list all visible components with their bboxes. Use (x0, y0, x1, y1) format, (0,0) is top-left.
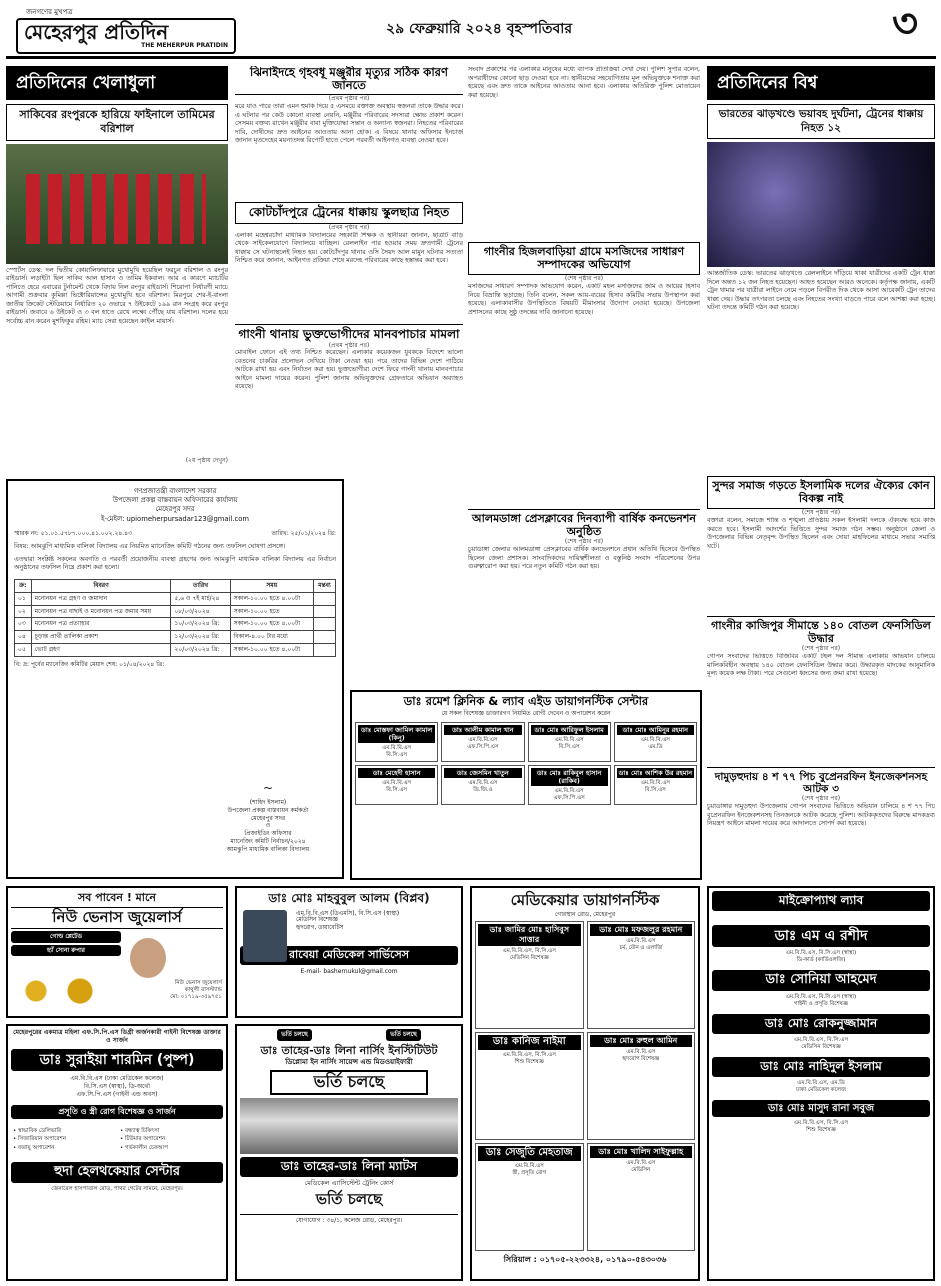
jewellery-image (14, 976, 124, 1006)
column-2 (235, 66, 463, 476)
nurse-admission: ভর্তি চলছে (270, 1070, 428, 1095)
col-note: মন্তব্য (313, 579, 335, 592)
issue-date: ২৯ ফেব্রুয়ারি ২০২৪ বৃহস্পতিবার (386, 21, 573, 37)
doctor-name: ডাঃ আলীম কামাল খান (444, 725, 521, 735)
jewel-name: নিউ ভেনাস জুয়েলার্স (11, 907, 223, 929)
world-headline: ভারতের ঝাড়খণ্ডে ভয়াবহ দুর্ঘটনা, ট্রেনের ধাক্কায় নিহত ১২ (707, 104, 935, 139)
jewel-addr: কাথুলী বাসস্ট্যান্ড (184, 987, 222, 994)
students-photo (240, 1098, 458, 1154)
sports-cont: (২য় পৃষ্ঠায় দেখুন) (185, 456, 228, 464)
cell: ০২ (15, 605, 32, 618)
col-sl: ক্র: (15, 579, 32, 592)
care-title: মেডিকেয়ার ডায়াগনস্টিক (510, 891, 660, 909)
cell: মনোনয়ন পত্র প্রত্যাহার (31, 618, 171, 631)
column-3 (468, 66, 700, 686)
schedule-table (14, 579, 336, 657)
doc2-name: ডাঃ সুরাইয়া শারমিন (পুষ্প) (11, 1049, 223, 1071)
government-notice (6, 479, 344, 879)
cell: সকাল-১০.০০ হতে ৪.০০টা (230, 592, 313, 605)
doc1-center: রাবেয়া মেডিকেল সার্ভিসেস (240, 946, 458, 964)
story-headline-2: কোটচাঁদপুরে ট্রেনের ধাক্কায় স্কুলছাত্র নিহত (235, 202, 463, 224)
sign-desig: উপজেলা প্রকল্প বাস্তবায়ন কর্মকর্তা (227, 806, 309, 814)
doctor-photo (243, 910, 287, 962)
schedule-header (15, 579, 336, 592)
story-body-8: চুয়াডাঙ্গার দামুড়হুদা উপজেলায় গোপন সংবাদের ভিত্তিতে অভিযান চালিয়ে ৪ শ ৭৭ পিচ বুপ্রেনরফিন ইনজেকশনসহ তিনজনকে আটক করেছে পুলিশ। আটককৃতদের বিরুদ্ধে মাদকদ্রব্য নিয়ন্ত্রণ আইনে মামলা দায়ের করে আদালতে সোপর্দ করা হয়েছে। (707, 803, 935, 828)
clinic-doctor-1: ডাঃ মোস্তফা জামিল কামাল (কিনু) এম.বি.বি.এস বি.সি.এস (355, 722, 438, 762)
newspaper-logo (16, 18, 236, 54)
newspaper-title: মেহেরপুর প্রতিদিন (24, 20, 169, 44)
jewel-phone: মো: ০১৭১৯-৩৫৯৭৫১ (170, 994, 222, 1001)
lab-ad: মাইক্রোপ্যাথ ল্যাব ডাঃ এম এ রশীদ এম.বি.বি.এস, বি.সি.এস (স্বাস্থ্য) ডি-কার্ড (কার্ডিওলজি) ডাঃ সোনিয়া আহমেদ এম.বি.বি.এস, বি.সি.এস (স্বাস্থ্য) গাইনী ও প্রসূতি বিশেষজ্ঞ ডাঃ মোঃ রোকনুজ্জামান এম.বি.বি.এস, বি.সি.এস মেডিসিন বিশেষজ্ঞ ডাঃ মোঃ নাহিদুল ইসলাম এম.বি.বি.এস, এম.ডি ঢাকা মেডিকেল কলেজ ডাঃ মোঃ মাসুদ রানা সবুজ এম.বি.বি.এস, বি.সি.এস শিশু বিশেষজ্ঞ (707, 886, 935, 1281)
story-8-sub: (শেষ পৃষ্ঠার পর) (801, 795, 841, 803)
cell: ১০/০৩/২০২৪ খ্রি: (171, 618, 230, 631)
care-doctor-5: ডাঃ সেজুতি মেহতাজ এম.বি.বি.এস স্ত্রী, প্রসূতি রোগ (475, 1143, 584, 1251)
clinic-doctor-4: ডাঃ মোঃ আমিনুর রহমান এম.বি.বি.এস এম.ডি (614, 722, 697, 762)
world-body: আন্তর্জাতিক ডেস্ক: ভারতের ঝাড়খণ্ডে রেললাইনে দাঁড়িয়ে থাকা যাত্রীদের একটি ট্রেন ধাক্কা দিলে অন্তত ১২ জন নিহত হয়েছেন। আহত হয়েছেন আরও অনেকে। কর্তৃপক্ষ জানায়, একটি ট্রেন থামার পর যাত্রীরা লাইনে নেমে পড়লে বিপরীত দিক থেকে আসা আরেকটি ট্রেন তাদের ধাক্কা দেয়। উদ্ধার তৎপরতা চলছে এবং নিহতের সংখ্যা বাড়তে পারে বলে আশঙ্কা করা হচ্ছে। ঘটনা তদন্তে কমিটি গঠন করা হয়েছে। (707, 270, 935, 312)
lab-doctor-1: ডাঃ এম এ রশীদ (712, 925, 930, 947)
doctor-name: ডাঃ মোঃ খালিদ সাইফুল্লাহ (590, 1146, 693, 1158)
nursing-ad (235, 1024, 463, 1281)
cell: বিকাল-৪.০০ টার মধ্যে (230, 631, 313, 644)
care-doctor-6: ডাঃ মোঃ খালিদ সাইফুল্লাহ এম.বি.বি.এস মেডিসিন (587, 1143, 696, 1251)
sign-officer: প্রিজাইডিং অফিসার (244, 830, 292, 838)
cell: ভোট গ্রহণ (31, 643, 171, 656)
story-6-sub: (শেষ পৃষ্ঠার পর) (801, 509, 841, 517)
jewel-line-1: গোল্ড প্লেটেড (11, 931, 121, 943)
doc1-degree: এম.বি.বি.এস (ডিএমসি), বি.সি.এস (স্বাস্থ্য) (296, 909, 400, 917)
clinic-doctor-3: ডাঃ মোঃ আরিফুল ইসলাম এম.বি.বি.এস বি.সি.এস (528, 722, 611, 762)
doc1-email: E-mail- bashernukul@gmail.com (300, 967, 398, 975)
train-accident-photo (707, 142, 935, 267)
story-body-4: মসজিদের সাধারণ সম্পাদক অভিযোগ করেন, একটি মহল মসজিদের জমি ও আয়ের হিসাব নিয়ে বিভ্রান্তি ছড়াচ্ছে। তিনি বলেন, সকল আয়-ব্যয়ের হিসাব কমিটির সভায় উপস্থাপন করা হয়েছে। এলাকাবাসীর উপস্থিতিতে বিষয়টি মীমাংসার উদ্যোগ নেওয়া হয়েছে। উপজেলা প্রশাসনের কাছে সুষ্ঠু তদন্তের দাবি জানানো হয়েছে। (468, 283, 700, 316)
lab-doctor-3: ডাঃ মোঃ রোকনুজ্জামান (712, 1014, 930, 1034)
nurse-name: ডাঃ তাহের-ডাঃ লিনা নার্সিং ইনস্টিটিউট (260, 1043, 438, 1057)
cell (313, 643, 335, 656)
nurse-course: ডিপ্লোমা ইন নার্সিং সায়েন্স এন্ড মিডওয়াইফারী (285, 1058, 413, 1067)
medicare-ad (470, 886, 700, 1281)
care-doctor-1: ডাঃ জামির মোঃ হাসিবুস সাত্তার এম.বি.বি.এস, বি.সি.এস মেডিসিন বিশেষজ্ঞ (475, 921, 584, 1029)
story-4-sub: (শেষ পৃষ্ঠার পর) (564, 275, 604, 283)
notice-email: ই-মেইল: upiomeherpursadar123@gmail.com (100, 514, 250, 523)
sign-election: ম্যানেজিং কমিটি নির্বাচন/২০২৪ (230, 837, 306, 845)
cell (313, 592, 335, 605)
cell (313, 618, 335, 631)
table-row (15, 592, 336, 605)
care-doctor-2: ডাঃ মোঃ মফজলুর রহমান এম.বি.বি.এস চর্ম, যৌন ও এলার্জি (587, 921, 696, 1029)
nurse-tag-2: ভর্তি চলছে (386, 1029, 421, 1041)
nurse-tag-1: ভর্তি চলছে (277, 1029, 312, 1041)
story-body-7: গোপন সংবাদের ভিত্তিতে বিজিবির একটি টহল দল সীমান্ত এলাকায় অভিযান চালিয়ে মালিকবিহীন অবস্থায় ১৪০ বোতল ফেনসিডিল উদ্ধার করে। উদ্ধারকৃত মাদকের আনুমানিক মূল্য কয়েক লক্ষ টাকা। পরে সেগুলো ধ্বংসের জন্য জমা রাখা হয়েছে। (707, 653, 935, 678)
story-body-3: মোবাইল ফোনে এই তথ্য নিশ্চিত করেছেন। এলাকার কয়েকজন যুবককে বিদেশে ভালো বেতনের চাকরির প্রলোভন দেখিয়ে টাকা নেওয়া হয়। পরে তাদের বিভিন্ন দেশে পাঠিয়ে আটকে রাখা হয় এবং নির্যাতন করা হয়। ভুক্তভোগীরা দেশে ফিরে গাংনী থানায় মানবপাচার আইনে মামলা দায়ের করেন। পুলিশ জানায় অভিযুক্তদের গ্রেফতারে অভিযান অব্যাহত রয়েছে। (235, 349, 463, 391)
cell: চূড়ান্ত প্রার্থী তালিকা প্রকাশ (31, 631, 171, 644)
lab-doctor-5: ডাঃ মোঃ মাসুদ রানা সবুজ (712, 1100, 930, 1117)
care-doctor-3: ডাঃ কানিজ নাইমা এম.বি.বি.এস, বি.সি.এস শিশু বিশেষজ্ঞ (475, 1032, 584, 1140)
doctor-name: ডাঃ মোঃ রাকিবুল হাসান (রাকিব) (531, 768, 608, 786)
table-row (15, 605, 336, 618)
doctor-name: ডাঃ মোঃ মফজলুর রহমান (590, 924, 693, 936)
sign-school: আমঝুপি মাধ্যমিক বালিকা বিদ্যালয় (226, 845, 310, 853)
cell: ০৮/০৩/২০২৪ (171, 605, 230, 618)
col-desc: বিবরণ (31, 579, 171, 592)
jewel-owner: নিউ ভেনাস জুয়েলার্স (174, 980, 222, 986)
clinic-doctor-2: ডাঃ আলীম কামাল খান এম.বি.বি.এস এফ.সি.পি.এস (441, 722, 524, 762)
lab-doctor-4: ডাঃ মোঃ নাহিদুল ইসলাম (712, 1057, 930, 1077)
story-headline-6: সুন্দর সমাজ গড়তে ইসলামিক দলের ঐক্যের কোন বিকল্প নাই (707, 476, 935, 509)
page-number: ৩ (891, 4, 918, 47)
sign-area: মেহেরপুর সদর (250, 814, 286, 822)
notice-line-3: মেহেরপুর সদর (155, 505, 195, 514)
story-body-1: মরে যাও পারে তারা এমন হুমকি দিয়ে ৫ এসময়ে রক্তাক্ত অবস্থায় স্বজনরা তাকে উদ্ধার করে। এ ঘটনার পর কেউ কোনো ব্যবস্থা নেয়নি, মঞ্জুরীর পরিবারের সদস্যরা ক্ষোভ প্রকাশ করেন। সেসময় বক্তব্য রাখেন মঞ্জুরীর বাবা মুক্তিযোদ্ধা সন্তান ও অন্যান্য স্বজনরা। নিহতের পরিবারের দাবি, দোষীদের দ্রুত আইনের আওতায় আনা হোক। এ বিষয়ে থানার অফিসার ইনচার্জ জানান মৃতদেহের ময়নাতদন্ত রিপোর্ট হাতে পেলে পরবর্তী আইনগত ব্যবস্থা নেওয়া হবে। (235, 103, 463, 145)
story-headline-7: গাংনীর কাজিপুর সীমান্তে ১৪০ বোতল ফেনসিডিল উদ্ধার (707, 616, 935, 645)
doc2-top: মেহেরপুরের একমাত্র মহিলা এফ.সি.পি.এস ডিগ্রী অর্জনকারী গাইনী বিশেষজ্ঞ ডাক্তার ও সার্জন (13, 1029, 221, 1045)
cell: ০৪ (15, 631, 32, 644)
doctor-name: ডাঃ মোঃ রুহুল আমিন (590, 1035, 693, 1047)
clinic-doctor-8: ডাঃ মোঃ আশিক উর রহমান এম.বি.বি.এস বি.সি.এস (614, 765, 697, 805)
cell: ২০/০৩/২০২৪ খ্রি: (171, 643, 230, 656)
care-phone: সিরিয়াল : ০১৭০৫-২২৩৩২৪, ০১৭৯০-৫৪৩০৩৬ (503, 1255, 667, 1265)
story-2-sub: (প্রথম পৃষ্ঠার পর) (328, 224, 370, 232)
cell: ০৩ (15, 618, 32, 631)
doctor-name: ডাঃ মোস্তফা জামিল কামাল (কিনু) (358, 725, 435, 743)
sign-name: (শাহিদ ইসলাম) (249, 799, 287, 806)
clinic-ad (350, 690, 702, 880)
care-sub: গোরস্থান রোড, মেহেরপুর (554, 910, 616, 918)
col-date: তারিখ (171, 579, 230, 592)
doctor-name: ডাঃ জেসমিন খাতুন (444, 768, 521, 778)
doctor-name: ডাঃ জামির মোঃ হাসিবুস সাত্তার (478, 924, 581, 946)
handwritten-signature: ~ (262, 781, 274, 795)
mats-name: ডাঃ তাহের-ডাঃ লিনা ম্যাটস (240, 1157, 458, 1177)
notice-line-1: গণপ্রজাতন্ত্রী বাংলাদেশ সরকার (133, 487, 217, 495)
mats-course: মেডিকেল এ্যাসিস্টেন্ট ট্রেনিং কোর্স (304, 1178, 394, 1187)
doctor-name: ডাঃ মোঃ আরিফুল ইসলাম (531, 725, 608, 735)
clinic-doctor-5: ডাঃ মেহেদী হাসান এম.বি.বি.এস বি.সি.এস (355, 765, 438, 805)
story-headline-5: আলমডাঙ্গা প্রেসক্লাবের দিনব্যাপী বার্ষিক কনভেনশন অনুষ্ঠিত (468, 509, 700, 538)
doc2-spec: প্রসূতি ও স্ত্রী রোগ বিশেষজ্ঞ ও সার্জন (11, 1105, 223, 1119)
sports-section (6, 66, 228, 476)
mats-admission: ভর্তি চলছে (315, 1190, 383, 1209)
column-4 (707, 476, 935, 886)
column-3-body-top: সংবাদ প্রকাশের পর এলাকার মানুষের মধ্যে ব্যাপক প্রতিক্রিয়া দেখা দেয়। পুলিশ সুপার বলেন, অপরাধীদের কোনো ছাড় দেওয়া হবে না। স্থানীয়দের সহযোগিতায় মূল অভিযুক্তকে শনাক্ত করা হয়েছে এবং দ্রুত তাকে আইনের আওতায় আনা হবে। এলাকায় অতিরিক্ত পুলিশ মোতায়েন করা হয়েছে। (468, 66, 700, 99)
doctor-name: ডাঃ কানিজ নাইমা (478, 1035, 581, 1050)
doc2-addr: জেনারেল হাসপাতাল রোড, পাথর গেটের সামনে, মেহেরপুর। (51, 1185, 183, 1192)
cell: ৫,৬ ও ৭ই মার্চ/২৪ (171, 592, 230, 605)
sign-and: ও (265, 822, 271, 830)
story-headline-8: দামুড়হুদায় ৪ শ ৭৭ পিচ বুপ্রেনরফিন ইনজেকশনসহ আটক ৩ (707, 767, 935, 795)
cell: ০১ (15, 592, 32, 605)
cell: মনোনয়ন পত্র বাছাই ও মনোনয়ন পত্র জমার সময় (31, 605, 171, 618)
newspaper-title-en: THE MEHERPUR PRATIDIN (141, 42, 228, 50)
story-1-sub: (প্রথম পৃষ্ঠার পর) (328, 95, 370, 103)
clinic-doctor-7: ডাঃ মোঃ রাকিবুল হাসান (রাকিব) এম.বি.বি.এস এফ.সি.পি.এস (528, 765, 611, 805)
jewel-top: সব পাবেন ! মানে (78, 891, 156, 904)
story-7-sub: (শেষ পৃষ্ঠার পর) (801, 645, 841, 653)
doctor-name: ডাঃ মোঃ আমিনুর রহমান (617, 725, 694, 735)
nurse-addr: যোগাযোগ : ৩৪/১, কলেজ রোড, মেহেরপুর। (240, 1214, 458, 1225)
doctor-suraiya-ad: মেহেরপুরের একমাত্র মহিলা এফ.সি.পি.এস ডিগ্রী অর্জনকারী গাইনী বিশেষজ্ঞ ডাক্তার ও সার্জন ডাঃ সুরাইয়া শারমিন (পুষ্প) এম.বি.বি.এস (ঢাকা মেডিকেল কলেজ) বি.সি.এস (স্বাস্থ্য), ডি-অর্থো এফ.সি.পি.এস (গাইনী এন্ড অবস) প্রসূতি ও স্ত্রী রোগ বিশেষজ্ঞ ও সার্জন • স্বাভাবিক ডেলিভারি • সিজারিয়ান অপারেশন • জরায়ু অপারেশন • বন্ধ্যাত্ব চিকিৎসা • টিউমার অপারেশন • গর্ভকালীন চেকআপ হুদা হেলথকেয়ার সেন্টার জেনারেল হাসপাতাল রোড, পাথর গেটের সামনে, মেহেরপুর। (6, 1024, 228, 1281)
notice-note: বি: দ্র: পূর্বের ম্যানেজিং কমিটির মেয়াদ শেষ: ০১/০৪/২০২৪ খ্রি: (14, 660, 165, 668)
lab-doctor-2: ডাঃ সোনিয়া আহমেদ (712, 970, 930, 991)
cell (313, 631, 335, 644)
world-section-header: প্রতিদিনের বিশ্ব (707, 66, 935, 100)
table-row (15, 631, 336, 644)
notice-body: এতদ্বারা সংশ্লিষ্ট সকলের অবগতি ও পরবর্তী প্রয়োজনীয় ব্যবস্থা গ্রহণের জন্য আমঝুপি মাধ্যমিক বালিকা বিদ্যালয় এর নির্বাচন অনুষ্ঠানের তফসিল নিম্নে প্রকাশ করা হলো। (14, 555, 336, 572)
story-3-sub: (প্রথম পৃষ্ঠার পর) (328, 341, 370, 349)
notice-memo: স্মারক নং: ৫১.০১.৫৭৮৭.০০০.৪১.০০২.২৪.৪৩ (14, 529, 132, 537)
lab-title: মাইক্রোপ্যাথ ল্যাব (712, 891, 930, 911)
sports-body: স্পোর্টস ডেস্ক: দল দ্বিতীয় কোয়ালিফায়ারে মুখোমুখি হয়েছিল ফরচুন বরিশাল ও রংপুর রাইডার্স। লড়াইটা ছিল সাকিব আল হাসান ও তামিম ইকবাল। আর এ কারণে ম্যাচটির পানিতে হেরে এবারের টুর্নামেন্ট থেকে বিদায় নিল রংপুর রাইডার্স। শিরোপা নির্ধারণী ম্যাচে আগামী শুক্রবার কুমিল্লা ভিক্টোরিয়ান্সের মুখোমুখি হবে বরিশাল। মিরপুরে শের-ই-বাংলা জাতীয় ক্রিকেট স্টেডিয়ামে নির্ধারিত ২০ ওভারে ৭ উইকেটে ১৯৯ রান সংগ্রহ করে রংপুর রাইডার্স। জবাবে ৬ উইকেট ও ৩ বল হাতে রেখে লক্ষ্যে পৌঁছে যায় বরিশাল। দলের হয়ে সর্বোচ্চ রান করেন মুশফিকুর রহিম। ম্যাচ সেরা হয়েছেন কাইল মায়ার্স। (6, 266, 228, 325)
notice-date: তারিখ: ২৫/০১/২০২৪ খ্রি: (271, 529, 336, 537)
doctor-name: ডাঃ সেজুতি মেহতাজ (478, 1146, 581, 1161)
story-headline-3: গাংনী থানায় ভুক্তভোগীদের মানবপাচার মামলা (235, 324, 463, 342)
doc2-degree: এম.বি.বি.এস (ঢাকা মেডিকেল কলেজ) (70, 1075, 164, 1083)
story-headline-1: ঝিনাইদহে গৃহবধূ মঞ্জুরীর মৃত্যুর সঠিক কারণ জানতে (235, 66, 463, 95)
jewel-line-2: হ্যাঁ সোনা রুপার (11, 945, 121, 957)
world-section (707, 66, 935, 471)
owner-photo (130, 938, 166, 978)
story-body-6: বক্তারা বলেন, সমাজে শান্তি ও শৃঙ্খলা প্রতিষ্ঠায় সকল ইসলামী দলকে ঐক্যবদ্ধ হয়ে কাজ করতে হবে। ইসলামী আদর্শের ভিত্তিতে সুন্দর সমাজ গঠন সম্ভব। অনুষ্ঠানে জেলা ও উপজেলার বিভিন্ন নেতৃবৃন্দ উপস্থিত ছিলেন এবং দোয়া মাহফিলের মাধ্যমে সভার সমাপ্তি ঘটে। (707, 517, 935, 550)
masthead-tagline: জনগণের মুখপত্র (26, 8, 73, 16)
notice-line-2: উপজেলা প্রকল্প বাস্তবায়ন অফিসারের কার্যালয় (112, 496, 238, 505)
cell (313, 605, 335, 618)
cell: সকাল-১০.০০ হতে ৪.০০টা (230, 643, 313, 656)
sports-headline: সাকিবের রংপুরকে হারিয়ে ফাইনালে তামিমের বরিশাল (6, 104, 228, 141)
table-row (15, 643, 336, 656)
table-row (15, 618, 336, 631)
col-time: সময় (230, 579, 313, 592)
clinic-subtitle: যে সকল বিশেষজ্ঞ ডাক্তারগণ নিয়মিত রোগী দেখেন ও অপারেশন করেন (441, 710, 611, 718)
doc2-center: হুদা হেলথকেয়ার সেন্টার (11, 1162, 223, 1183)
story-body-2: এলাকা মহেশ্বরচাঁদা মাধ্যমিক বিদ্যালয়ের সহকারী শিক্ষক ও স্থানীয়রা জানান, ছাত্রটি বাড়ি থেকে সাইকেলযোগে বিদ্যালয়ে যাচ্ছিল। রেললাইন পার হওয়ার সময় দ্রুতগামী ট্রেনের ধাক্কায় সে ঘটনাস্থলেই নিহত হয়। কোটচাঁদপুর থানার ওসি সৈয়দ আল মামুন ঘটনার সত্যতা নিশ্চিত করে জানান, আইনগত প্রক্রিয়া শেষে মরদেহ পরিবারের কাছে হস্তান্তর করা হবে। (235, 231, 463, 265)
notice-subject: বিষয়: আমঝুপি মাধ্যমিক বালিকা বিদ্যালয় এর নিয়মিত ম্যানেজিং কমিটি গঠনের জন্য তফসিল ঘোষণা প্রসঙ্গে। (14, 543, 286, 551)
doc1-name: ডাঃ মোঃ মাহবুবুল আলম (বিপ্লব) (268, 891, 430, 905)
care-doctor-4: ডাঃ মোঃ রুহুল আমিন এম.বি.বি.এস হৃদরোগ বিশেষজ্ঞ (587, 1032, 696, 1140)
clinic-doctor-6: ডাঃ জেসমিন খাতুন এম.বি.বি.এস ডি.জি.ও (441, 765, 524, 805)
story-body-5: চুয়াডাঙ্গা জেলার আলমডাঙ্গা প্রেসক্লাবের বার্ষিক কনভেনশনে প্রধান অতিথি হিসেবে উপস্থিত ছিলেন জেলা প্রশাসক। সাংবাদিকদের দায়িত্বশীলতা ও বস্তুনিষ্ঠ সংবাদ পরিবেশনের উপর গুরুত্বারোপ করা হয়। পরে নতুন কমিটি গঠন করা হয়। (468, 546, 700, 571)
cell: ০৫ (15, 643, 32, 656)
cell: সকাল-১০.০০ হতে ৪.০০টা (230, 618, 313, 631)
cell: সকাল-১০.০০ হতে (230, 605, 313, 618)
story-headline-4: গাংনীর হিজলবাড়িয়া গ্রামে মসজিদের সাধারণ সম্পাদকের অভিযোগ (468, 242, 700, 275)
cricket-team-photo (6, 144, 228, 264)
cell: ১২/০৩/২০২৪ খ্রি: (171, 631, 230, 644)
clinic-title: ডাঃ রমেশ ক্লিনিক & ল্যাব এইড ডায়াগনস্টিক সেন্টার (403, 694, 649, 708)
doctor-name: ডাঃ মোঃ আশিক উর রহমান (618, 768, 693, 777)
sports-section-header: প্রতিদিনের খেলাধুলা (6, 66, 228, 100)
story-5-sub: (শেষ পৃষ্ঠার পর) (564, 538, 604, 546)
jewellers-ad (6, 886, 228, 1018)
doctor-mahbubul-ad: ডাঃ মোঃ মাহবুবুল আলম (বিপ্লব) এম.বি.বি.এস (ডিএমসি), বি.সি.এস (স্বাস্থ্য) মেডিসিন বিশেষজ্ঞ হৃদরোগ, ডায়াবেটিস রাবেয়া মেডিকেল সার্ভিসেস E-mail- bashernukul@gmail.com (235, 886, 463, 1018)
signature-block (198, 781, 338, 854)
masthead (6, 4, 936, 59)
doctor-name: ডাঃ মেহেদী হাসান (358, 768, 435, 778)
cell: মনোনয়ন পত্র গ্রহণ ও জমাদান (31, 592, 171, 605)
